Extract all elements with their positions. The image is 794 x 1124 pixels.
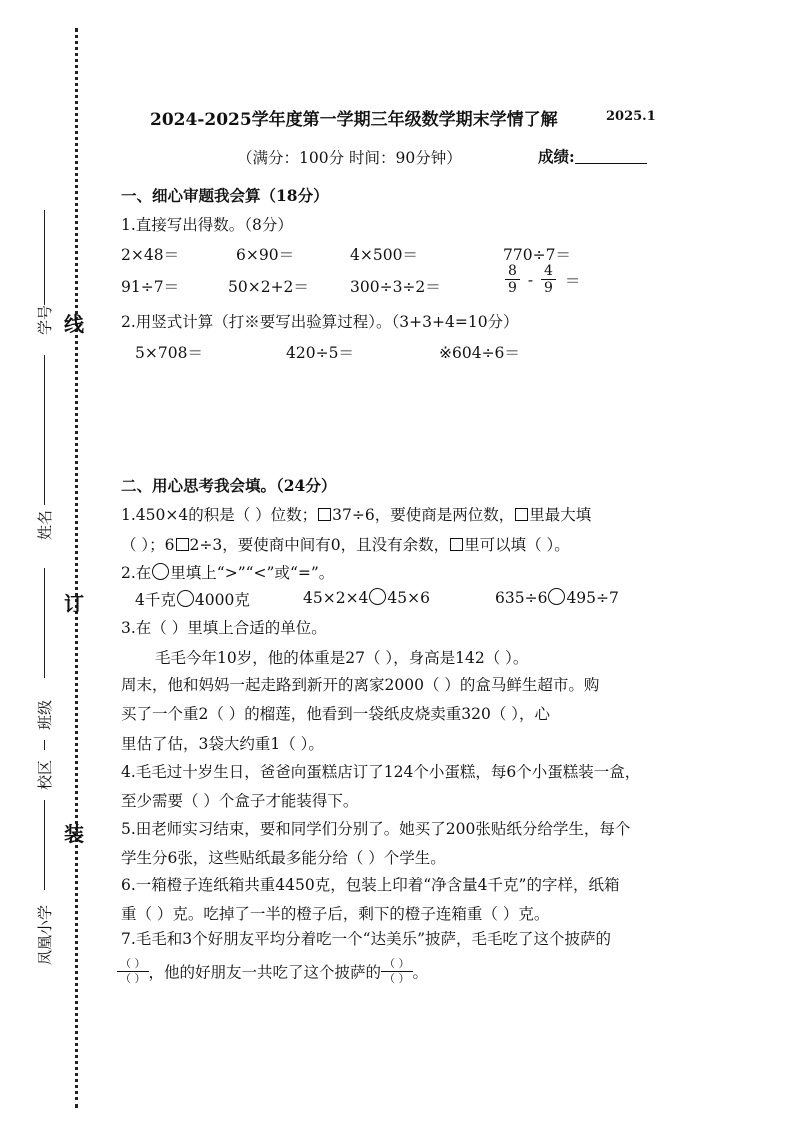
s1-q1-r2-c1: 91÷7＝ xyxy=(121,278,180,296)
s2-q1-line1: 1.450×4的积是（ ）位数； 37÷6，要使商是两位数， 里最大填 xyxy=(121,506,592,524)
score-label: 成绩: xyxy=(538,147,575,166)
s2-q7-line2: $\frac{( )}{( )}$ ，他的好朋友一共吃了这个披萨的 $\frac{( )}{( )}$ 。 xyxy=(117,957,428,986)
exam-date: 2025.1 xyxy=(606,109,656,124)
s1-q2-item2: 420÷5＝ xyxy=(286,344,354,362)
s1-q2-item3: ※604÷6＝ xyxy=(439,344,520,362)
s2-q2-item3: 635÷6 495÷7 xyxy=(495,589,619,607)
s2-q5-line2: 学生分6张，这些贴纸最多能分给（ ）个学生。 xyxy=(121,849,446,867)
s1-q1-r1-c4: 770÷7＝ xyxy=(503,246,571,264)
compare-circle[interactable] xyxy=(548,588,565,605)
campus-label: 校区 xyxy=(36,759,54,790)
blank-fraction[interactable]: $\frac{( )}{( )}$ xyxy=(381,957,413,986)
score-field[interactable] xyxy=(538,145,647,167)
exam-info: （满分：100分 时间：90分钟） xyxy=(237,149,462,167)
s2-q6-line2: 重（ ）克。吃掉了一半的橙子后，剩下的橙子连箱重（ ）克。 xyxy=(121,905,550,923)
s2-q4-line1: 4.毛毛过十岁生日，爸爸向蛋糕店订了124个小蛋糕，每6个小蛋糕装一盒， xyxy=(121,763,641,781)
page-title: 2024-2025学年度第一学期三年级数学期末学情了解 xyxy=(150,110,558,130)
s1-q1-r1-c1: 2×48＝ xyxy=(121,246,180,264)
binding-order-char: 订 xyxy=(64,592,84,616)
seat-no-blank[interactable] xyxy=(44,210,45,305)
s2-q3-line1: 毛毛今年10岁，他的体重是27（ ），身高是142（ ）。 xyxy=(155,649,529,667)
s1-q2-item1: 5×708＝ xyxy=(135,344,203,362)
compare-circle[interactable] xyxy=(152,563,169,580)
digit-box[interactable] xyxy=(515,508,528,521)
school-label: 凤凰小学 xyxy=(36,904,54,965)
digit-box[interactable] xyxy=(318,508,331,521)
section1-heading: 一、细心审题我会算（18分） xyxy=(121,186,329,205)
s1-q1-title: 1.直接写出得数。（8分） xyxy=(121,216,293,234)
fraction-a: $\frac{8}{9}$ xyxy=(505,263,520,296)
blank-fraction[interactable]: $\frac{( )}{( )}$ xyxy=(117,957,149,986)
s1-q1-r1-c3: 4×500＝ xyxy=(350,246,418,264)
s2-q3-line3: 买了一个重2（ ）的榴莲，他看到一袋纸皮烧卖重320（ ），心 xyxy=(121,705,551,723)
s2-q1-line2: （ ）；6 2÷3，要使商中间有0，且没有余数， 里可以填（ ）。 xyxy=(121,536,570,554)
digit-box[interactable] xyxy=(176,538,189,551)
name-label: 姓名 xyxy=(36,509,54,540)
s2-q2-item2: 45×2×4 45×6 xyxy=(303,589,430,607)
s2-q2-line1: 2.在 里填上“>”“<”或“=”。 xyxy=(121,564,335,582)
s2-q3-title: 3.在（ ）里填上合适的单位。 xyxy=(121,619,327,637)
s2-q5-line1: 5.田老师实习结束，要和同学们分别了。她买了200张贴纸分给学生，每个 xyxy=(121,820,631,838)
compare-circle[interactable] xyxy=(177,590,194,607)
binding-install-char: 装 xyxy=(64,822,84,846)
s2-q7-line1: 7.毛毛和3个好朋友平均分着吃一个“达美乐”披萨，毛毛吃了这个披萨的 xyxy=(121,930,612,948)
binding-line-char: 线 xyxy=(64,312,84,336)
campus-blank[interactable] xyxy=(44,800,45,890)
section2-heading: 二、用心思考我会填。（24分） xyxy=(121,476,337,495)
class-label: 班级 xyxy=(36,699,54,730)
s1-q1-r2-c3: 300÷3÷2＝ xyxy=(350,278,441,296)
s2-q4-line2: 至少需要（ ）个盒子才能装得下。 xyxy=(121,792,359,810)
seat-no-label: 学号 xyxy=(36,304,54,335)
score-blank[interactable] xyxy=(575,149,647,164)
class-blank[interactable] xyxy=(44,568,45,678)
s1-q1-r2-c2: 50×2+2＝ xyxy=(228,278,309,296)
s1-q1-fraction-expr: $\frac{8}{9}$ - $\frac{4}{9}$ ＝ xyxy=(505,263,580,296)
digit-box[interactable] xyxy=(450,538,463,551)
s2-q6-line1: 6.一箱橙子连纸箱共重4450克，包装上印着“净含量4千克”的字样，纸箱 xyxy=(121,876,620,894)
s2-q3-line4: 里估了估，3袋大约重1（ ）。 xyxy=(121,735,324,753)
s1-q1-r1-c2: 6×90＝ xyxy=(236,246,295,264)
binding-dotted-line xyxy=(75,28,78,1108)
s2-q2-item1: 4千克 4000克 xyxy=(135,591,250,609)
name-blank[interactable] xyxy=(44,355,45,505)
s2-q3-line2: 周末，他和妈妈一起走路到新开的离家2000（ ）的盒马鲜生超市。购 xyxy=(121,676,600,694)
class-campus-gap xyxy=(44,740,45,750)
compare-circle[interactable] xyxy=(369,588,386,605)
s1-q2-title: 2.用竖式计算（打※要写出验算过程）。（3+3+4=10分） xyxy=(121,313,519,331)
fraction-b: $\frac{4}{9}$ xyxy=(541,263,556,296)
